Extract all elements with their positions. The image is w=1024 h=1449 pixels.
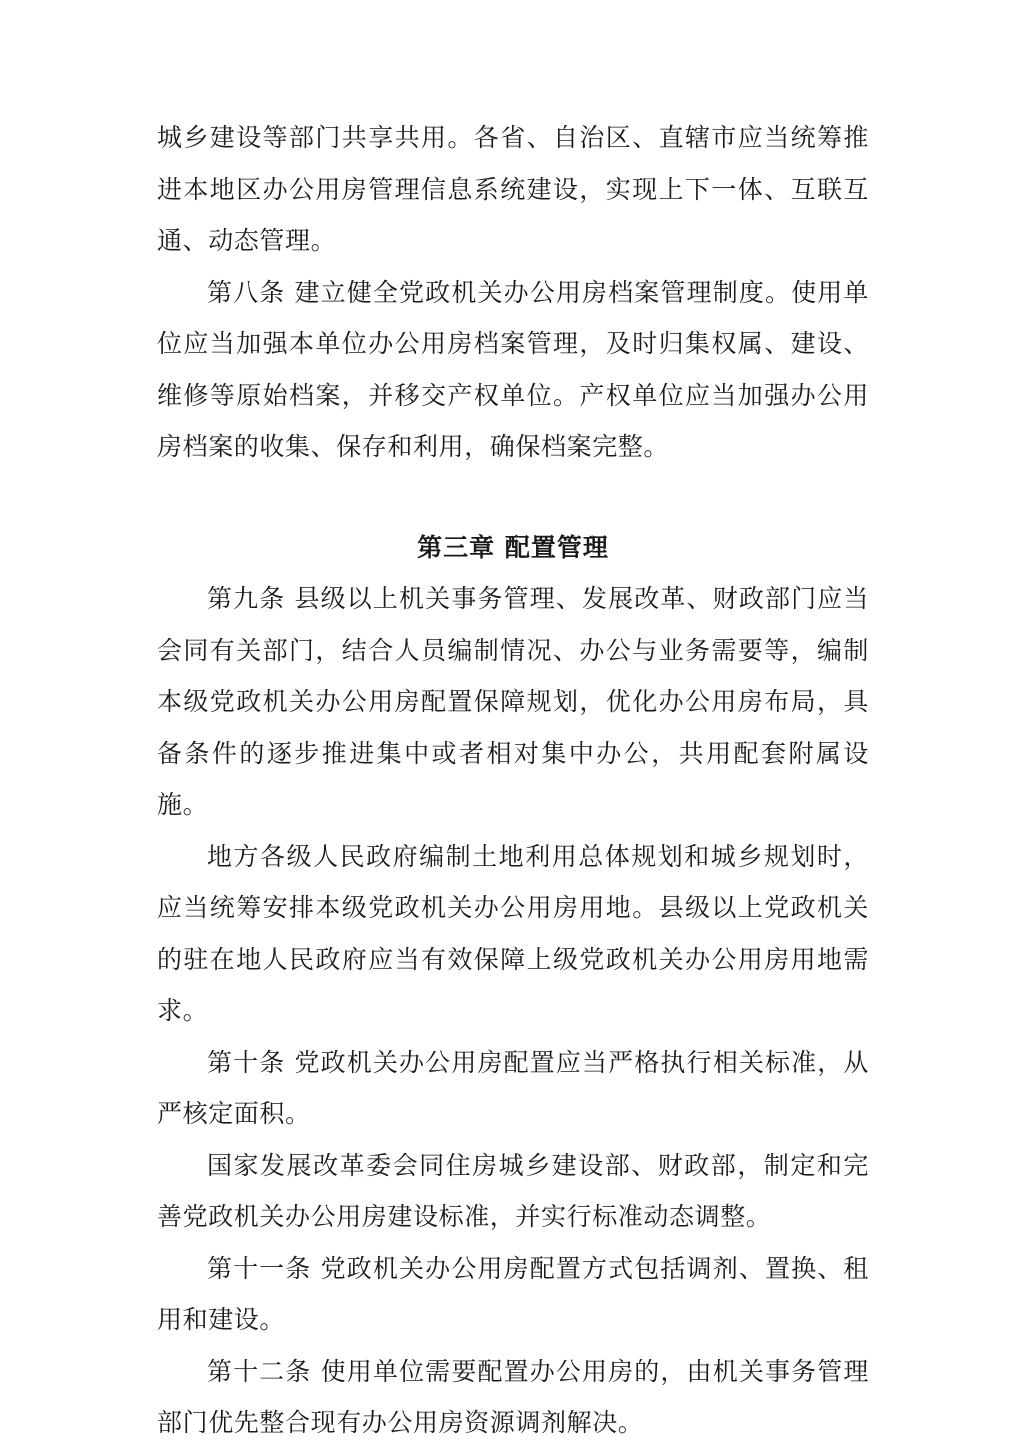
- paragraph-continuation: 城乡建设等部门共享共用。各省、自治区、直辖市应当统筹推进本地区办公用房管理信息系统建设，实现上下一体、互联互通、动态管理。: [157, 123, 869, 255]
- document-page: [157, 112, 869, 1449]
- article-12-paragraph: 第十二条 使用单位需要配置办公用房的，由机关事务管理部门优先整合现有办公用房资源调剂解决。: [157, 1356, 869, 1437]
- article-8-paragraph: 第八条 建立健全党政机关办公用房档案管理制度。使用单位应当加强本单位办公用房档案管理，及时归集权属、建设、维修等原始档案，并移交产权单位。产权单位应当加强办公用房档案的收集、保存和利用，确保档案完整。: [157, 277, 869, 461]
- article-10-paragraph: 第十条 党政机关办公用房配置应当严格执行相关标准，从严核定面积。: [157, 1047, 869, 1128]
- article-11-paragraph: 第十一条 党政机关办公用房配置方式包括调剂、置换、租用和建设。: [157, 1253, 869, 1334]
- standards-paragraph: 国家发展改革委会同住房城乡建设部、财政部，制定和完善党政机关办公用房建设标准，并实行标准动态调整。: [157, 1150, 869, 1231]
- chapter-title: 第三章 配置管理: [417, 532, 609, 562]
- article-9-paragraph: 第九条 县级以上机关事务管理、发展改革、财政部门应当会同有关部门，结合人员编制情况、办公与业务需要等，编制本级党政机关办公用房配置保障规划，优化办公用房布局，具备条件的逐步推进集中或者相对集中办公，共用配套附属设施。: [157, 584, 869, 819]
- section-gap: [157, 473, 869, 522]
- land-use-paragraph: 地方各级人民政府编制土地利用总体规划和城乡规划时，应当统筹安排本级党政机关办公用房用地。县级以上党政机关的驻在地人民政府应当有效保障上级党政机关办公用房用地需求。: [157, 841, 869, 1025]
